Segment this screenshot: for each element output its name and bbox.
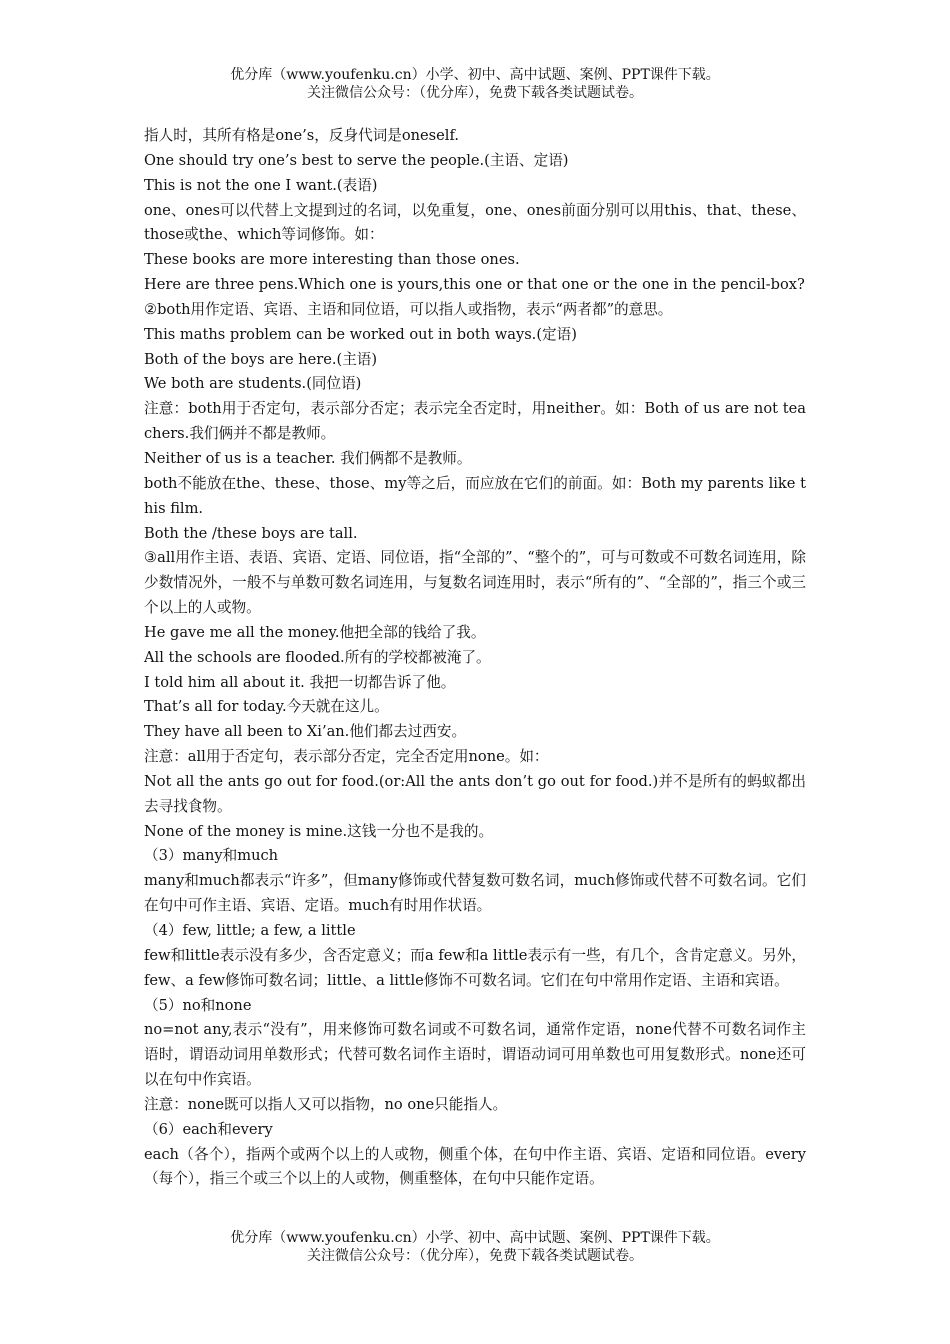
paragraph: They have all been to Xi’an.他们都去过西安。 [144, 723, 467, 741]
section-heading: （4）few, little; a few, a little [144, 922, 356, 939]
paragraph: many和much都表示“许多”，但many修饰或代替复数可数名词，much修饰或代替不可数名词。它们在句中可作主语、宾语、定语。much有时用作状语。 [144, 872, 806, 915]
paragraph: 注意：all用于否定句，表示部分否定，完全否定用none。如： [144, 748, 549, 766]
paragraph: Both the /these boys are tall. [144, 524, 358, 542]
paragraph: both不能放在the、these、those、my等之后，而应放在它们的前面。如：Both my parents like this film. [144, 474, 806, 517]
paragraph: few和little表示没有多少，含否定意义；而a few和a little表示有一些，有几个，含肯定意义。另外，few、a few修饰可数名词；little、a little修饰不可数名词。它们在句中常用作定语、主语和宾语。 [144, 946, 806, 989]
page-footer [0, 1229, 950, 1265]
paragraph: Both of the boys are here.(主语) [144, 350, 378, 368]
paragraph: I told him all about it. 我把一切都告诉了他。 [144, 673, 456, 691]
paragraph: These books are more interesting than those ones. [144, 251, 520, 269]
paragraph: That’s all for today.今天就在这儿。 [144, 698, 389, 716]
paragraph: ③all用作主语、表语、宾语、定语、同位语，指“全部的”、“整个的”，可与可数或不可数名词连用，除少数情况外，一般不与单数可数名词连用，与复数名词连用时，表示“所有的”、“全部的”，指三个或三个以上的人或物。 [144, 549, 806, 617]
page-header [0, 66, 950, 102]
paragraph: He gave me all the money.他把全部的钱给了我。 [144, 623, 486, 641]
paragraph: Here are three pens.Which one is yours,this one or that one or the one in the pencil-box? [144, 276, 805, 294]
paragraph: This maths problem can be worked out in both ways.(定语) [144, 325, 577, 343]
paragraph: One should try one’s best to serve the people.(主语、定语) [144, 151, 569, 169]
paragraph: We both are students.(同位语) [144, 375, 362, 393]
paragraph: Neither of us is a teacher. 我们俩都不是教师。 [144, 449, 472, 467]
document-body [144, 124, 806, 1192]
header-line-1: 优分库（www.youfenku.cn）小学、初中、高中试题、案例、PPT课件下载。 [230, 67, 720, 83]
paragraph: 注意：none既可以指人又可以指物，no one只能指人。 [144, 1095, 508, 1113]
paragraph: no=not any,表示“没有”，用来修饰可数名词或不可数名词，通常作定语，none代替不可数名词作主语时，谓语动词用单数形式；代替可数名词作主语时，谓语动词可用单数也可用复数形式。none还可以在句中作宾语。 [144, 1021, 806, 1089]
paragraph: one、ones可以代替上文提到过的名词，以免重复，one、ones前面分别可以用this、that、these、those或the、which等词修饰。如： [144, 201, 806, 244]
paragraph: Not all the ants go out for food.(or:All the ants don’t go out for food.)并不是所有的蚂蚁都出去寻找食物。 [144, 772, 806, 815]
header-line-2: 关注微信公众号：（优分库），免费下载各类试题试卷。 [307, 85, 643, 101]
paragraph: This is not the one I want.(表语) [144, 176, 378, 194]
section-heading: （5）no和none [144, 996, 252, 1014]
footer-line-2: 关注微信公众号：（优分库），免费下载各类试题试卷。 [307, 1248, 643, 1264]
section-heading: （6）each和every [144, 1120, 273, 1138]
footer-line-1: 优分库（www.youfenku.cn）小学、初中、高中试题、案例、PPT课件下载。 [230, 1230, 720, 1246]
paragraph: 指人时，其所有格是one’s，反身代词是oneself. [144, 127, 459, 144]
paragraph: All the schools are flooded.所有的学校都被淹了。 [144, 648, 491, 666]
paragraph: each（各个），指两个或两个以上的人或物，侧重个体，在句中作主语、宾语、定语和同位语。every（每个），指三个或三个以上的人或物，侧重整体，在句中只能作定语。 [144, 1145, 806, 1188]
paragraph: None of the money is mine.这钱一分也不是我的。 [144, 822, 494, 840]
paragraph: 注意：both用于否定句，表示部分否定；表示完全否定时，用neither。如：Both of us are not teachers.我们俩并不都是教师。 [144, 400, 806, 443]
section-heading: （3）many和much [144, 847, 279, 865]
paragraph: ②both用作定语、宾语、主语和同位语，可以指人或指物，表示“两者都”的意思。 [144, 300, 673, 318]
